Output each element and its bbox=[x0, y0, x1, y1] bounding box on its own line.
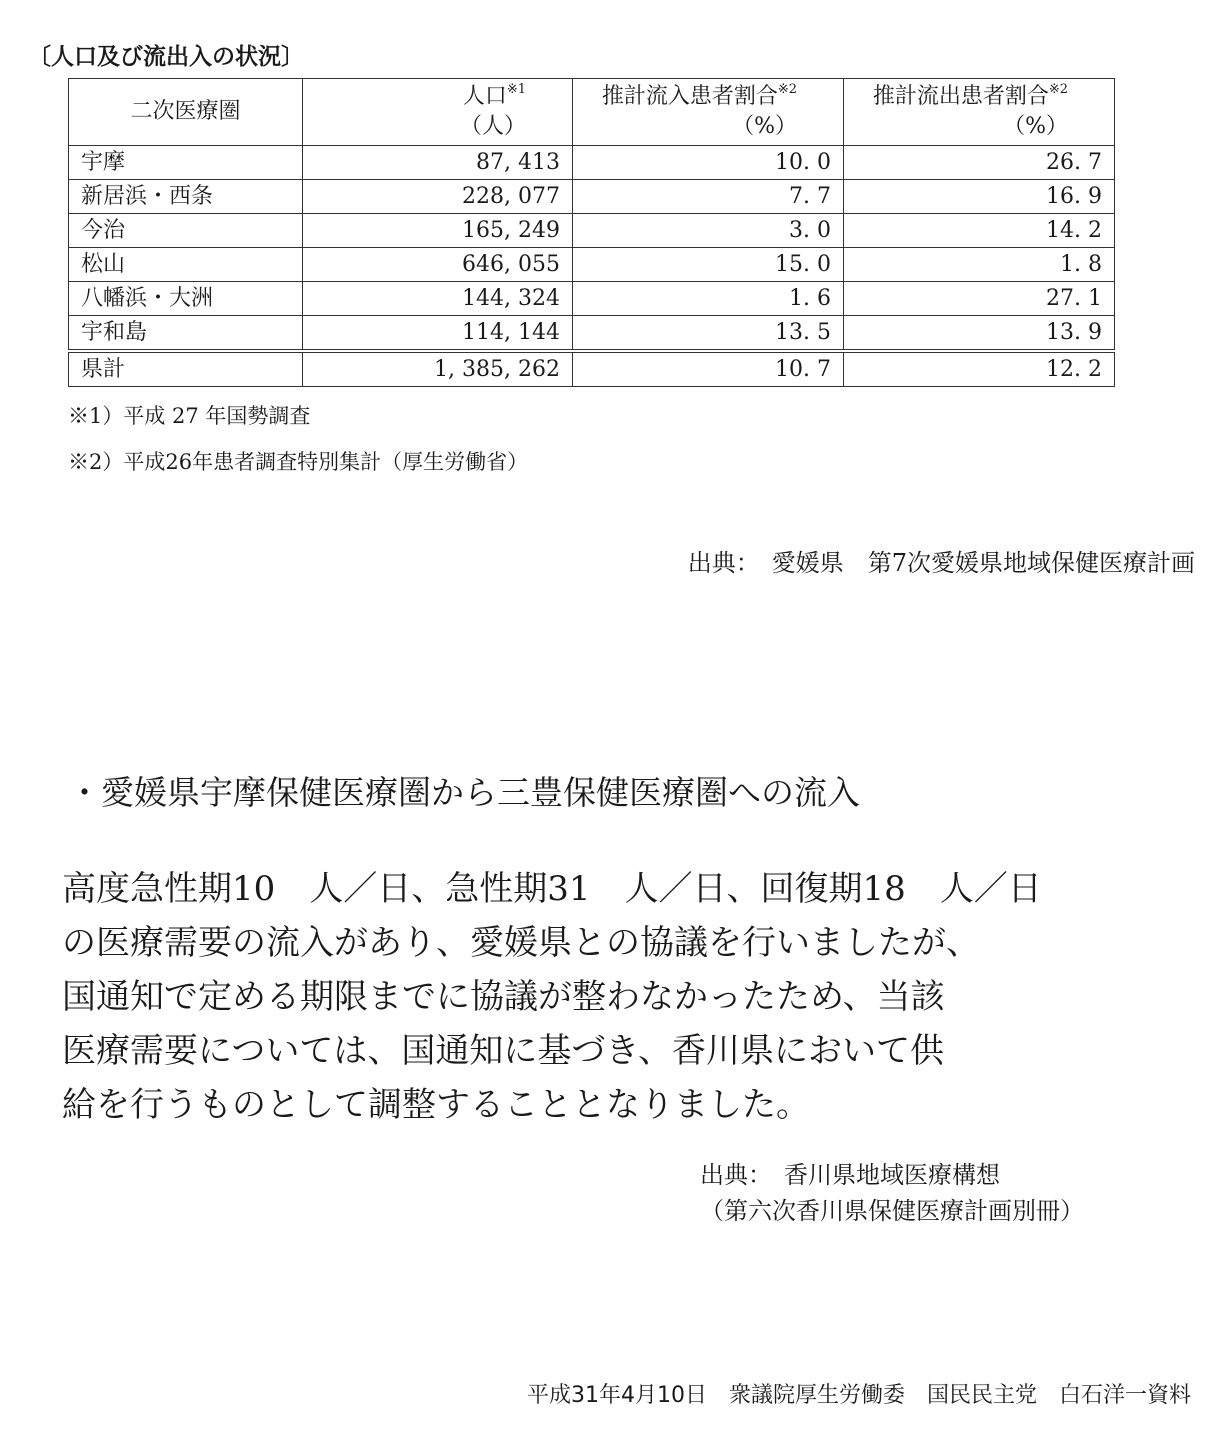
header-outflow-unit: （%） bbox=[1003, 114, 1068, 139]
cell-inflow: 1. 6 bbox=[573, 282, 844, 316]
cell-inflow: 7. 7 bbox=[573, 180, 844, 214]
header-outflow bbox=[844, 79, 1115, 146]
header-population-label: 人口 bbox=[462, 84, 507, 109]
table-row bbox=[69, 248, 1115, 282]
cell-region: 宇摩 bbox=[69, 146, 303, 180]
cell-outflow: 16. 9 bbox=[844, 180, 1115, 214]
body-line: の医療需要の流入があり、愛媛県との協議を行いましたが、 bbox=[62, 923, 980, 963]
header-outflow-sup: ※2 bbox=[1048, 82, 1068, 97]
header-region: 二次医療圏 bbox=[69, 79, 303, 146]
body-line: 高度急性期10 人／日、急性期31 人／日、回復期18 人／日 bbox=[62, 869, 1042, 909]
source-citation-kagawa bbox=[700, 1157, 1084, 1229]
body-line: 国通知で定める期限までに協議が整わなかったため、当該 bbox=[62, 977, 945, 1017]
cell-region: 松山 bbox=[69, 248, 303, 282]
cell-population: 87, 413 bbox=[303, 146, 573, 180]
source-line: 出典： 香川県地域医療構想 bbox=[700, 1161, 1000, 1189]
header-inflow-label: 推計流入患者割合 bbox=[601, 84, 778, 109]
cell-region: 八幡浜・大洲 bbox=[69, 282, 303, 316]
cell-inflow: 13. 5 bbox=[573, 316, 844, 352]
population-flow-table bbox=[68, 78, 1115, 387]
header-population bbox=[303, 79, 573, 146]
table-row bbox=[69, 146, 1115, 180]
cell-population: 144, 324 bbox=[303, 282, 573, 316]
cell-outflow: 27. 1 bbox=[844, 282, 1115, 316]
header-inflow-unit: （%） bbox=[732, 114, 797, 139]
source-line: （第六次香川県保健医療計画別冊） bbox=[700, 1197, 1084, 1225]
cell-region: 県計 bbox=[69, 351, 303, 387]
header-population-sup: ※1 bbox=[506, 82, 526, 97]
table-row bbox=[69, 282, 1115, 316]
footnote-1: ※1）平成 27 年国勢調査 bbox=[68, 404, 311, 428]
header-inflow-sup: ※2 bbox=[777, 82, 797, 97]
header-inflow bbox=[573, 79, 844, 146]
cell-population: 165, 249 bbox=[303, 214, 573, 248]
section-title: 〔人口及び流出入の状況〕 bbox=[28, 44, 304, 70]
table-row bbox=[69, 316, 1115, 352]
cell-population: 114, 144 bbox=[303, 316, 573, 352]
table-row bbox=[69, 180, 1115, 214]
cell-region: 宇和島 bbox=[69, 316, 303, 352]
cell-inflow: 10. 7 bbox=[573, 351, 844, 387]
header-population-unit: （人） bbox=[459, 114, 526, 139]
cell-outflow: 13. 9 bbox=[844, 316, 1115, 352]
cell-population: 228, 077 bbox=[303, 180, 573, 214]
cell-outflow: 12. 2 bbox=[844, 351, 1115, 387]
body-line: 給を行うものとして調整することとなりました。 bbox=[62, 1085, 810, 1125]
document-footer: 平成31年4月10日 衆議院厚生労働委 国民民主党 白石洋一資料 bbox=[527, 1383, 1191, 1408]
cell-outflow: 26. 7 bbox=[844, 146, 1115, 180]
cell-inflow: 3. 0 bbox=[573, 214, 844, 248]
table-total-row bbox=[69, 351, 1115, 387]
bullet-heading: ・愛媛県宇摩保健医療圏から三豊保健医療圏への流入 bbox=[68, 773, 860, 812]
header-outflow-label: 推計流出患者割合 bbox=[872, 84, 1049, 109]
cell-outflow: 1. 8 bbox=[844, 248, 1115, 282]
cell-outflow: 14. 2 bbox=[844, 214, 1115, 248]
source-citation-ehime: 出典： 愛媛県 第7次愛媛県地域保健医療計画 bbox=[687, 549, 1195, 577]
footnote-2: ※2）平成26年患者調査特別集計（厚生労働省） bbox=[68, 450, 529, 474]
body-line: 医療需要については、国通知に基づき、香川県において供 bbox=[62, 1031, 944, 1071]
table-row bbox=[69, 214, 1115, 248]
body-paragraph bbox=[62, 862, 1172, 1132]
cell-inflow: 10. 0 bbox=[573, 146, 844, 180]
cell-region: 今治 bbox=[69, 214, 303, 248]
table-header-row bbox=[69, 79, 1115, 146]
cell-inflow: 15. 0 bbox=[573, 248, 844, 282]
cell-population: 1, 385, 262 bbox=[303, 351, 573, 387]
cell-population: 646, 055 bbox=[303, 248, 573, 282]
cell-region: 新居浜・西条 bbox=[69, 180, 303, 214]
